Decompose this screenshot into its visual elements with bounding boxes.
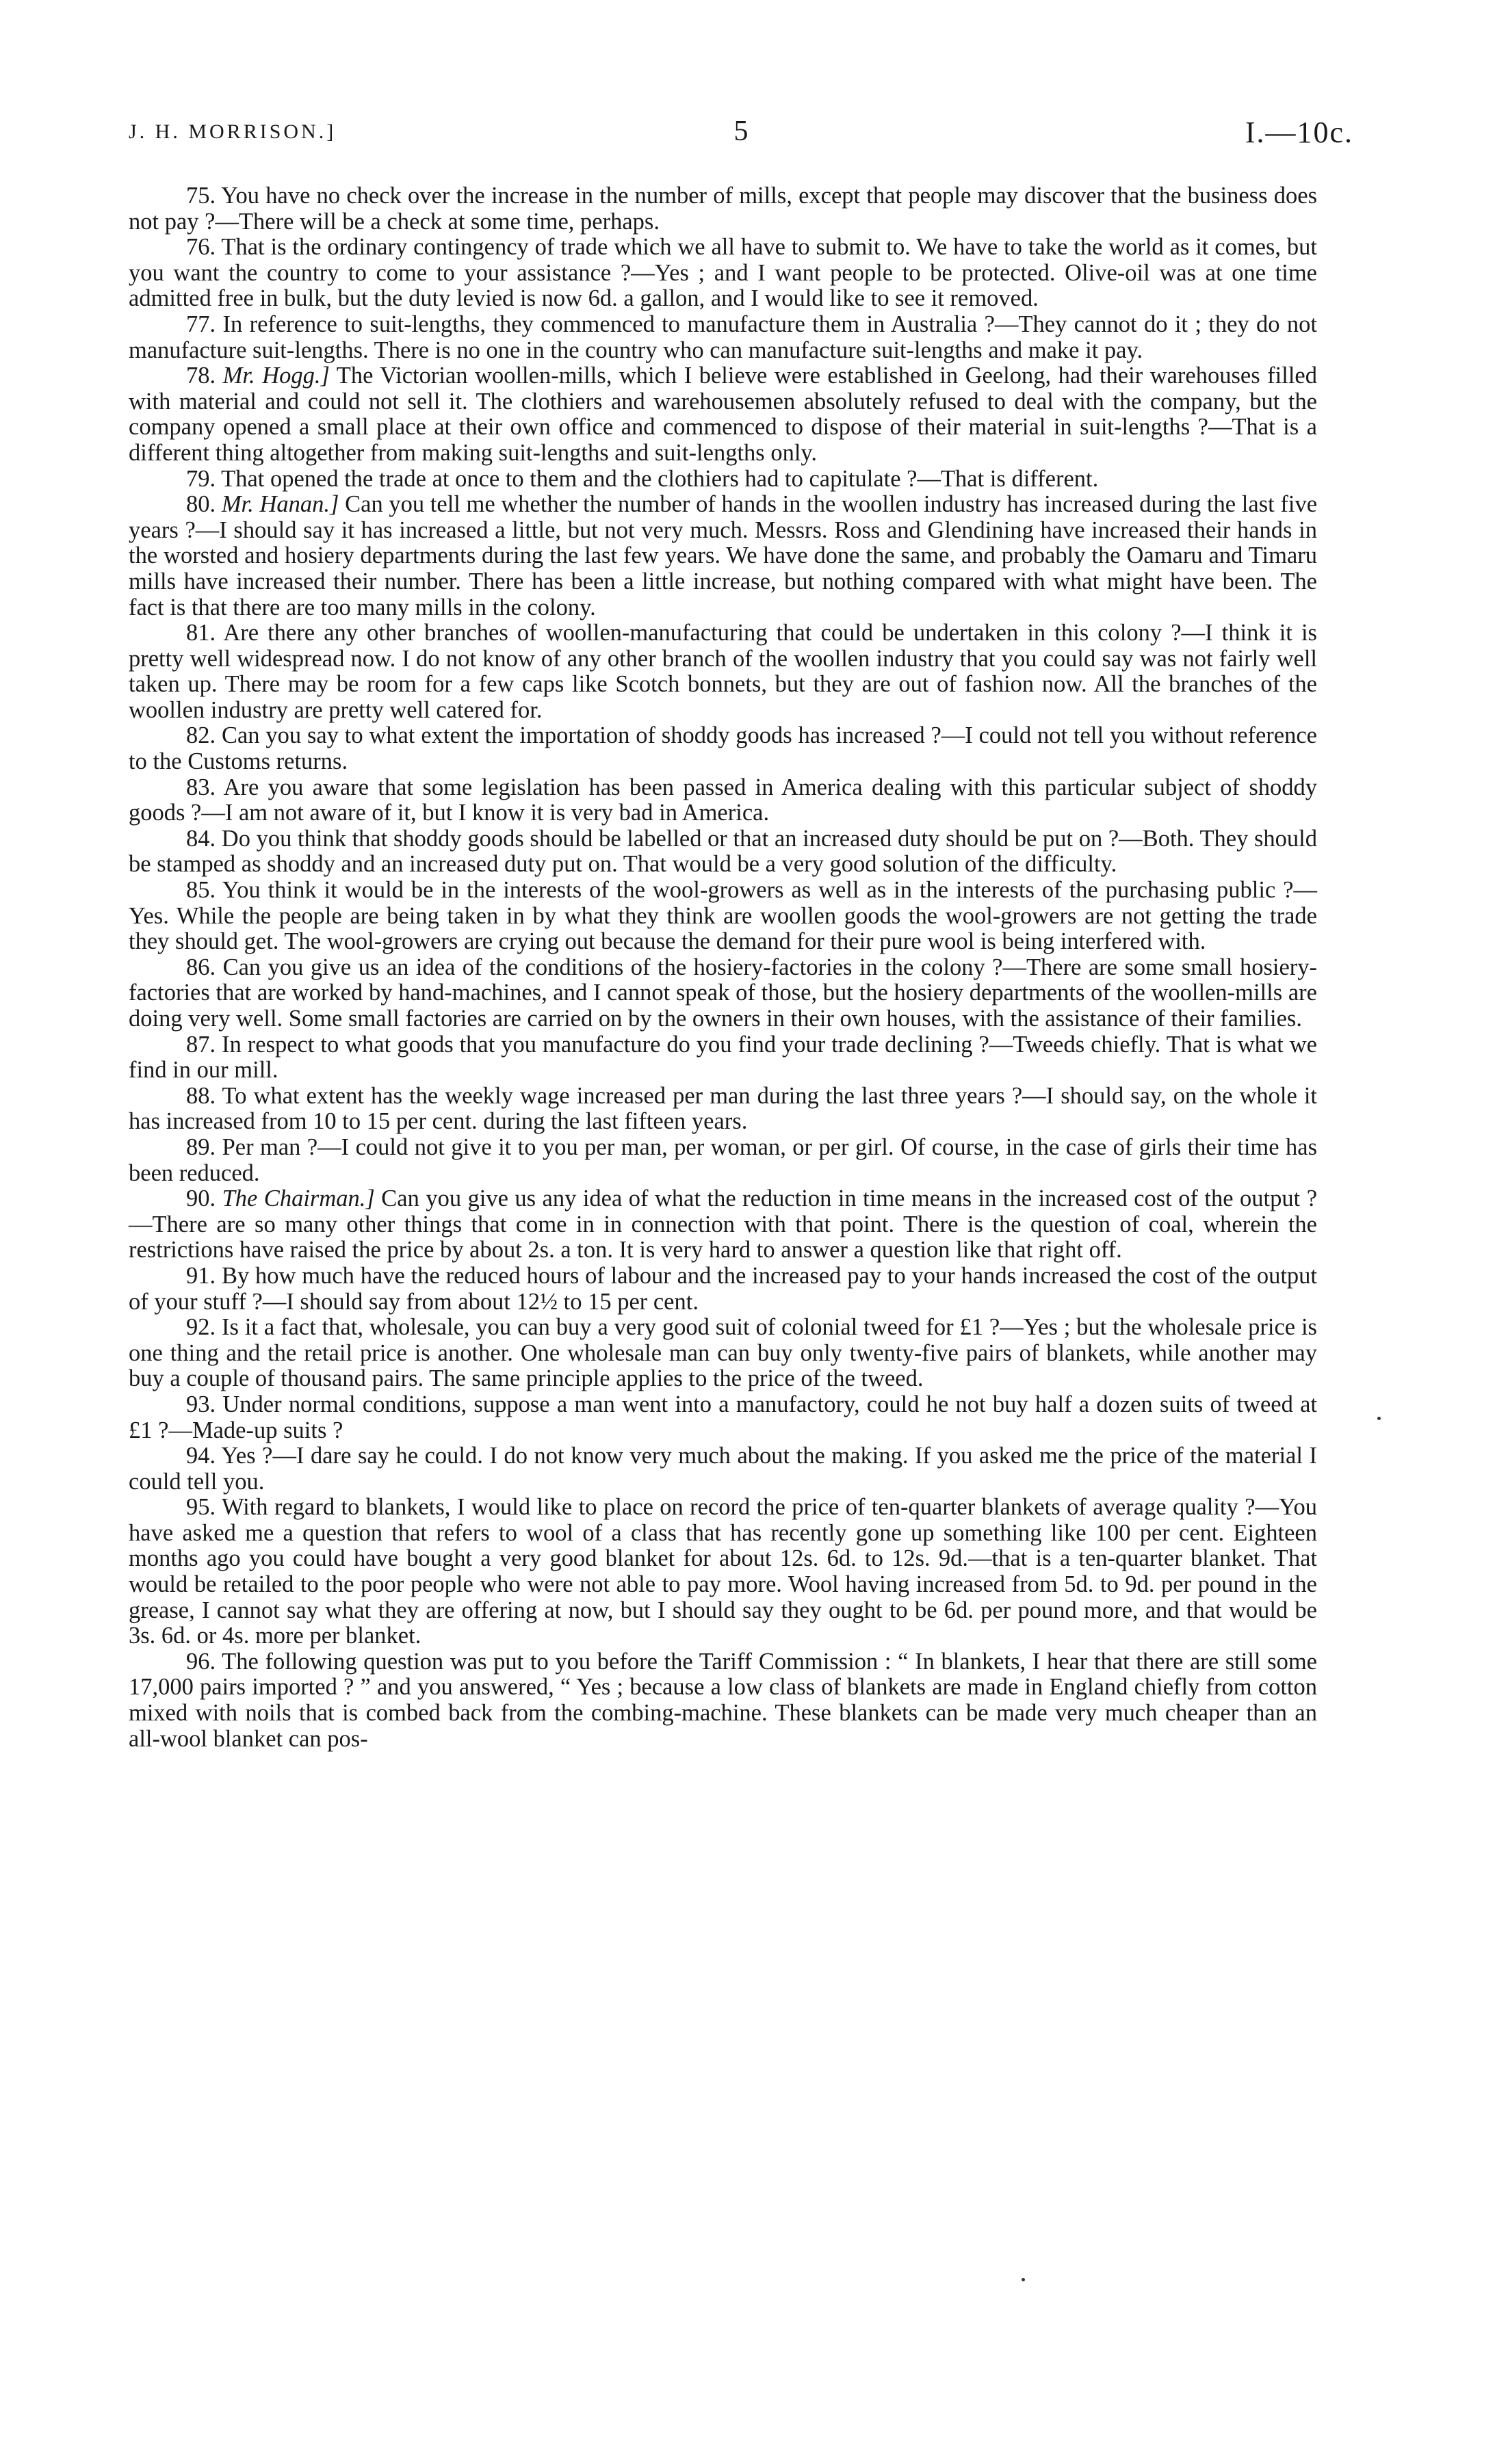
paragraph-82: 82. Can you say to what extent the importation of shoddy goods has increased ?—I could not tell you without reference to the Customs returns. [129,722,1317,775]
paragraph-88: 88. To what extent has the weekly wage increased per man during the last three years ?—I should say, on the whole it has increased from 10 to 15 per cent. during the last fifteen years. [129,1082,1317,1135]
speaker-label: The Chairman.] [222,1185,375,1212]
paragraph-90 [129,1186,1317,1263]
evidence-body [129,183,1317,1752]
scan-speck [1022,2278,1025,2281]
paragraph-text: Can you tell me whether the number of hands in the woollen industry has increased during the last five years ?—I should say it has increased a little, but not very much. Messrs. Ross and Glendining have increased their hands in the worsted and hosiery departments during the last few years. We have done the same, and probably the Oamaru and Timaru mills have increased their number. There has been a little increase, but nothing compared with what might have been. The fact is that there are too many mills in the colony. [129,491,1318,620]
paragraph-79: 79. That opened the trade at once to them and the clothiers had to capitulate ?—That is different. [186,465,1099,492]
page-number: 5 [733,116,749,147]
paragraph-77: 77. In reference to suit-lengths, they commenced to manufacture them in Australia ?—They cannot do it ; they do not manufacture suit-lengths. There is no one in the country who can manufacture suit-lengths and make it pay. [129,311,1317,363]
question-number: 90. [186,1185,216,1212]
paragraph-86: 86. Can you give us an idea of the conditions of the hosiery-factories in the colony ?—There are some small hosiery-factories that are worked by hand-machines, and I cannot speak of those, but the hosiery departments of the woollen-mills are doing very well. Some small factories are carried on by the owners in their own houses, with the assistance of their families. [129,954,1317,1032]
scan-speck [1377,1417,1381,1420]
header-witness-name: J. H. MORRISON.] [129,120,337,143]
speaker-label: Mr. Hanan.] [221,491,339,518]
paragraph-76: 76. That is the ordinary contingency of trade which we all have to submit to. We have to take the world as it comes, but you want the country to come to your assistance ?—Yes ; and I want people to be protected. Olive-oil was at one time admitted free in bulk, but the duty levied is now 6d. a gallon, and I would like to see it removed. [129,234,1317,312]
paragraph-78 [129,363,1317,466]
paragraph-84: 84. Do you think that shoddy goods should be labelled or that an increased duty should be put on ?—Both. They should be stamped as shoddy and an increased duty put on. That would be a very good solution of the difficulty. [129,825,1317,878]
speaker-label: Mr. Hogg.] [222,363,330,389]
document-reference: I.—10c. [1245,116,1353,149]
paragraph-text: Can you give us any idea of what the reduction in time means in the increased cost of the output ?—There are so many other things that come in in connection with that point. There is the question of coal, wherein the restrictions have raised the price by about 2s. a ton. It is very hard to answer a question like that right off. [129,1185,1318,1263]
paragraph-85: 85. You think it would be in the interests of the wool-growers as well as in the interests of the purchasing public ?—Yes. While the people are being taken in by what they think are woollen goods the wool-growers are not getting the trade they should get. The wool-growers are crying out because the demand for their pure wool is being interfered with. [129,877,1317,955]
paragraph-93: 93. Under normal conditions, suppose a man went into a manufactory, could he not buy half a dozen suits of tweed at £1 ?—Made-up suits ? [129,1391,1317,1443]
question-number: 78. [186,363,216,389]
page-header [129,115,1353,156]
paragraph-91: 91. By how much have the reduced hours of labour and the increased pay to your hands increased the cost of the output of your stuff ?—I should say from about 12½ to 15 per cent. [129,1262,1317,1315]
paragraph-94: 94. Yes ?—I dare say he could. I do not know very much about the making. If you asked me the price of the material I could tell you. [129,1443,1317,1495]
paragraph-83: 83. Are you aware that some legislation has been passed in America dealing with this particular subject of shoddy goods ?—I am not aware of it, but I know it is very bad in America. [129,774,1317,826]
paragraph-80 [129,492,1317,620]
paragraph-89: 89. Per man ?—I could not give it to you per man, per woman, or per girl. Of course, in the case of girls their time has been reduced. [129,1133,1317,1186]
paragraph-92: 92. Is it a fact that, wholesale, you can buy a very good suit of colonial tweed for £1 ?—Yes ; but the wholesale price is one thing and the retail price is another. One wholesale man can buy only twenty-five pairs of blankets, while another may buy a couple of thousand pairs. The same principle applies to the price of the tweed. [129,1314,1317,1392]
paragraph-75: 75. You have no check over the increase in the number of mills, except that people may discover that the business does not pay ?—There will be a check at some time, perhaps. [129,183,1317,235]
paragraph-81: 81. Are there any other branches of woollen-manufacturing that could be undertaken in this colony ?—I think it is pretty well widespread now. I do not know of any other branch of the woollen industry that you could say was not fairly well taken up. There may be room for a few caps like Scotch bonnets, but they are out of fashion now. All the branches of the woollen industry are pretty well catered for. [129,620,1317,723]
question-number: 80. [186,491,216,518]
paragraph-95: 95. With regard to blankets, I would like to place on record the price of ten-quarter blankets of average quality ?—You have asked me a question that refers to wool of a class that has recently gone up something like 100 per cent. Eighteen months ago you could have bought a very good blanket for about 12s. 6d. to 12s. 9d.—that is a ten-quarter blanket. That would be retailed to the poor people who were not able to pay more. Wool having increased from 5d. to 9d. per pound in the grease, I cannot say what they are offering at now, but I should say they ought to be 6d. per pound more, and that would be 3s. 6d. or 4s. more per blanket. [129,1494,1317,1649]
paragraph-87: 87. In respect to what goods that you manufacture do you find your trade declining ?—Tweeds chiefly. That is what we find in our mill. [129,1031,1317,1084]
paragraph-text: The Victorian woollen-mills, which I believe were established in Geelong, had their warehouses filled with material and could not sell it. The clothiers and warehousemen absolutely refused to deal with the company, but the company opened a small place at their own office and commenced to dispose of their material in suit-lengths ?—That is a different thing altogether from making suit-lengths and suit-lengths only. [129,363,1317,466]
paragraph-96: 96. The following question was put to you before the Tariff Commission : “ In blankets, I hear that there are still some 17,000 pairs imported ? ” and you answered, “ Yes ; because a low class of blankets are made in England chiefly from cotton mixed with noils that is combed back from the combing-machine. These blankets can be made very much cheaper than an all-wool blanket can pos- [129,1648,1317,1752]
